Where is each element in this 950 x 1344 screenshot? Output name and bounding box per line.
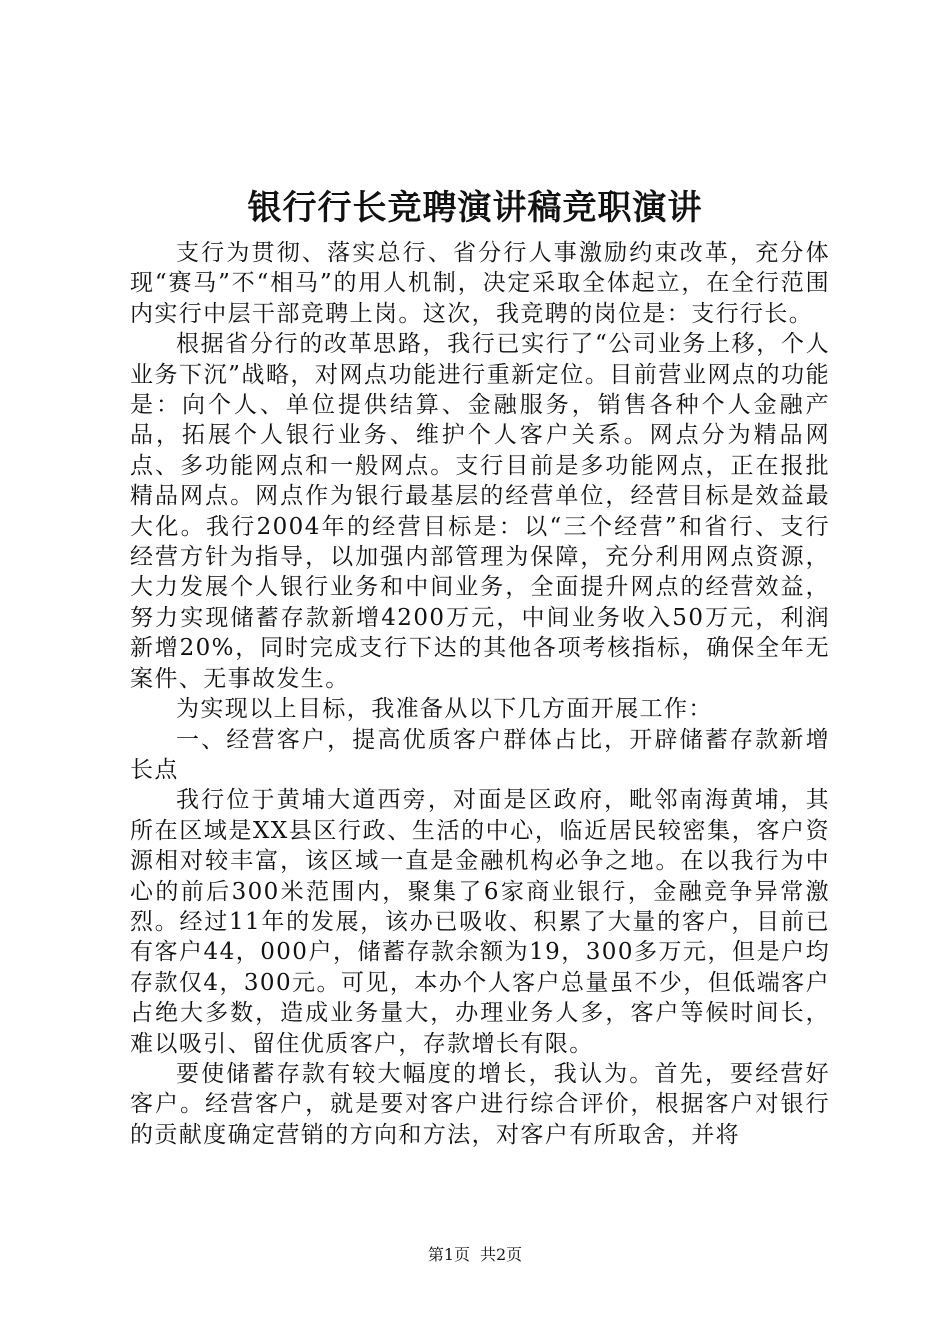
paragraph-deposits: 要使储蓄存款有较大幅度的增长，我认为。首先，要经营好客户。经营客户，就是要对客户进行综合评价，根据客户对银行的贡献度确定营销的方向和方法，对客户有所取舍，并将 [130, 1060, 830, 1148]
page-number: 第1页 [427, 1245, 470, 1264]
paragraph-intro: 支行为贯彻、落实总行、省分行人事激励约束改革，充分体现“赛马”不“相马”的用人机制，决定采取全体起立，在全行范围内实行中层干部竞聘上岗。这次，我竞聘的岗位是：支行行长。 [130, 240, 830, 327]
page-footer [0, 1244, 950, 1266]
page-total: 共2页 [480, 1245, 523, 1264]
document-title: 银行行长竞聘演讲稿竞职演讲 [247, 188, 703, 228]
section-heading-one: 一、经营客户，提高优质客户群体占比，开辟储蓄存款新增长点 [130, 726, 830, 783]
document-body [130, 238, 830, 1150]
paragraph-plan-lead: 为实现以上目标，我准备从以下几方面开展工作： [176, 696, 713, 723]
paragraph-location: 我行位于黄埔大道西旁，对面是区政府，毗邻南海黄埔，其所在区域是XX县区行政、生活的中心，临近居民较密集，客户资源相对较丰富，该区域一直是金融机构必争之地。在以我行为中心的前后300米范围内，聚集了6家商业银行，金融竞争异常激烈。经过11年的发展，该办已吸收、积累了大量的客户，目前已有客户44，000户，储蓄存款余额为19，300多万元，但是户均存款仅4，300元。可见，本办个人客户总量虽不少，但低端客户占绝大多数，造成业务量大，办理业务人多，客户等候时间长，难以吸引、留住优质客户，存款增长有限。 [130, 787, 830, 1057]
paragraph-reform: 根据省分行的改革思路，我行已实行了“公司业务上移，个人业务下沉”战略，对网点功能进行重新定位。目前营业网点的功能是：向个人、单位提供结算、金融服务，销售各种个人金融产品，拓展个人银行业务、维护个人客户关系。网点分为精品网点、多功能网点和一般网点。支行目前是多功能网点，正在报批精品网点。网点作为银行最基层的经营单位，经营目标是效益最大化。我行2004年的经营目标是：以“三个经营”和省行、支行经营方针为指导，以加强内部管理为保障，充分利用网点资源，大力发展个人银行业务和中间业务，全面提升网点的经营效益，努力实现储蓄存款新增4200万元，中间业务收入50万元，利润新增20%，同时完成支行下达的其他各项考核指标，确保全年无案件、无事故发生。 [130, 331, 830, 692]
